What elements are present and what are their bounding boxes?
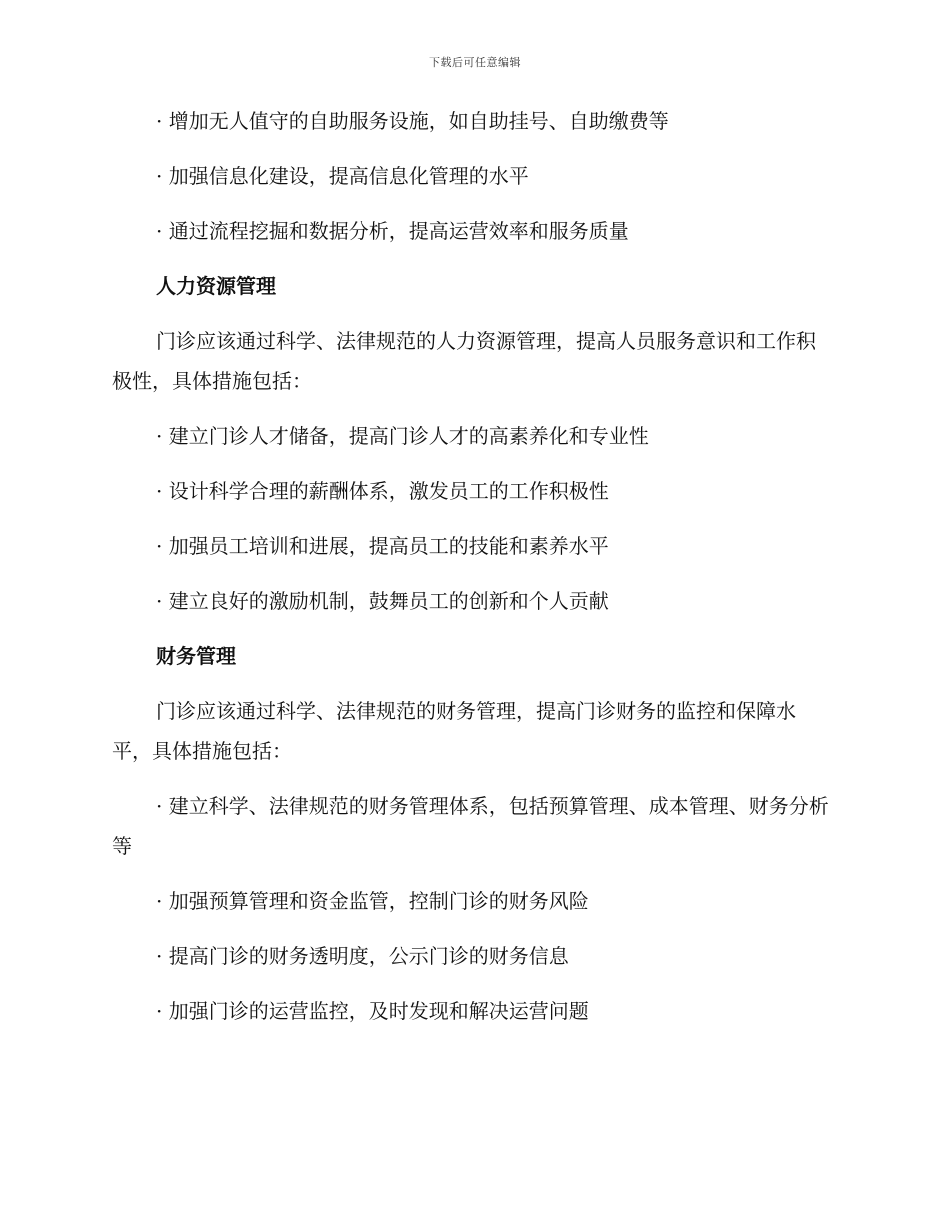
list-item: · 加强预算管理和资金监管，控制门诊的财务风险 xyxy=(156,889,589,913)
section-heading-finance: 财务管理 xyxy=(156,644,236,668)
list-item: · 建立门诊人才储备，提高门诊人才的高素养化和专业性 xyxy=(156,424,649,448)
list-item: · 加强门诊的运营监控，及时发现和解决运营问题 xyxy=(156,999,589,1023)
list-item: · 设计科学合理的薪酬体系，激发员工的工作积极性 xyxy=(156,479,609,503)
section-heading-hr: 人力资源管理 xyxy=(156,274,276,298)
list-item: · 增加无人值守的自助服务设施，如自助挂号、自助缴费等 xyxy=(156,109,669,133)
list-item: · 加强信息化建设，提高信息化管理的水平 xyxy=(156,164,529,188)
section-paragraph: 门诊应该通过科学、法律规范的人力资源管理，提高人员服务意识和工作积极性，具体措施包括： xyxy=(112,329,816,393)
section-paragraph: 门诊应该通过科学、法律规范的财务管理，提高门诊财务的监控和保障水平，具体措施包括： xyxy=(112,699,796,763)
list-item: · 建立科学、法律规范的财务管理体系，包括预算管理、成本管理、财务分析等 xyxy=(112,794,829,858)
list-item: · 建立良好的激励机制，鼓舞员工的创新和个人贡献 xyxy=(156,589,609,613)
header-note: 下载后可任意编辑 xyxy=(429,56,521,69)
list-item: · 加强员工培训和进展，提高员工的技能和素养水平 xyxy=(156,534,609,558)
list-item: · 通过流程挖掘和数据分析，提高运营效率和服务质量 xyxy=(156,219,629,243)
document-body xyxy=(112,108,832,1053)
list-item: · 提高门诊的财务透明度，公示门诊的财务信息 xyxy=(156,944,569,968)
